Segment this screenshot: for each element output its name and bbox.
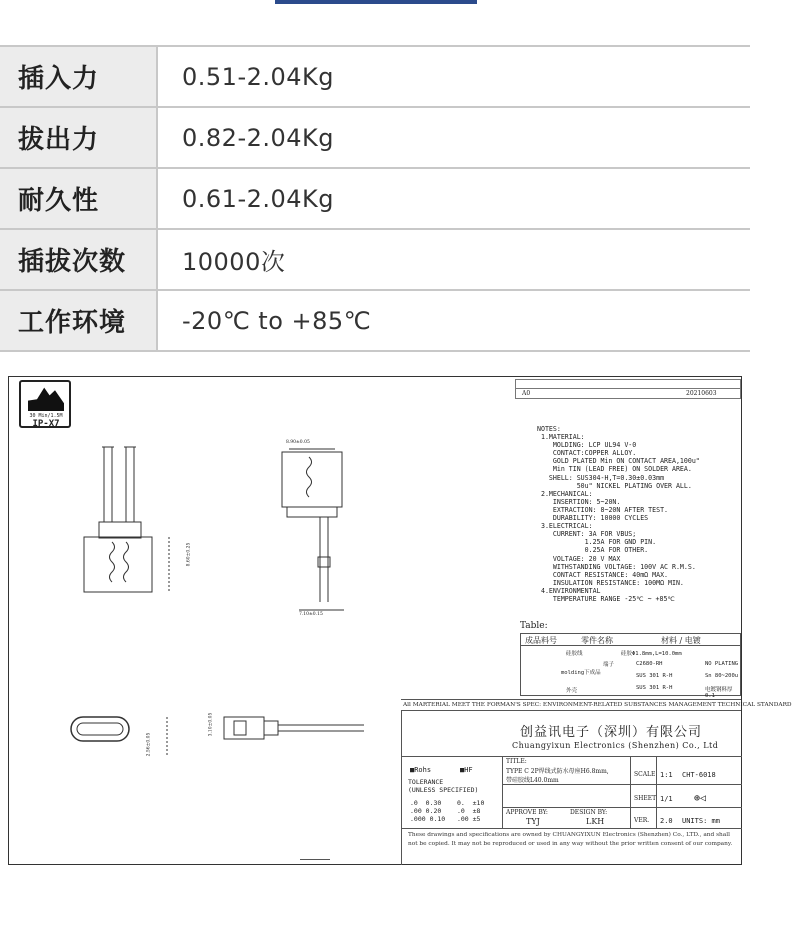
- approve-value: TYJ: [526, 817, 540, 826]
- dim-small: 3.10±0.05: [208, 712, 214, 737]
- title-block: [401, 711, 741, 865]
- spec-label: 耐久性: [0, 169, 158, 228]
- spec-value: 0.51-2.04Kg: [182, 62, 335, 91]
- bom-shell: 外壳: [566, 688, 578, 694]
- bom-table: [520, 633, 741, 699]
- approve-label: APPROVE BY:: [506, 809, 548, 816]
- spec-value: 0.61-2.04Kg: [182, 184, 335, 213]
- divider: [300, 859, 330, 860]
- tolerance-label: TOLERANCE (UNLESS SPECIFIED): [408, 778, 479, 794]
- ip-duration: 30 Min/1.5M: [29, 413, 63, 419]
- bom-col-product: 成品料号: [525, 636, 557, 645]
- tolerance-values: .0 0.30 0. ±10 .00 0.20 .0 ±8 .000 0.10 .00 ±5: [410, 799, 485, 823]
- sheet-value: 1/1: [660, 795, 673, 803]
- company-name-cn: 创益讯电子（深圳）有限公司: [520, 725, 703, 740]
- spec-label: 插拔次数: [0, 230, 158, 289]
- part-number: CHT-6018: [682, 771, 716, 779]
- revision-date: 20210603: [686, 390, 717, 397]
- version-value: 2.0: [660, 817, 673, 825]
- title-label: TITLE:: [506, 758, 527, 765]
- projection-icon: ⊕◁: [694, 793, 707, 804]
- bom-p1: NO PLATING: [705, 661, 739, 667]
- bom-terminal: 端子: [603, 662, 615, 668]
- design-value: LKH: [586, 817, 605, 826]
- ownership-notice: These drawings and specifications are owned by CHUANGYIXUN Electronics (Shenzhen) Co., LTD., and shall not be copied. It may not be reproduced or used in any way without the prior written consent of our company.: [408, 832, 733, 847]
- dim-bottom: 7.10±0.15: [299, 612, 323, 617]
- spec-value: 0.82-2.04Kg: [182, 123, 335, 152]
- design-label: DESIGN BY:: [570, 809, 608, 816]
- notes-block: NOTES: 1.MATERIAL: MOLDING: LCP UL94 V-0 CONTACT:COPPER ALLOY. GOLD PLATED Min ON CONTACT AREA,100u" Min TIN (LEAD FREE) ON SOLDER AREA. SHELL: SUS304-H,T=0.30±0.03mm 50u" NICKEL PLATING OVER ALL. 2.MECHANICAL: INSERTION: 5~20N. EXTRACTION: 8~20N AFTER TEST. DURABILITY: 10000 CYCLES 3.ELECTRICAL: CURRENT: 3A FOR VBUS; 1.25A FOR GND PIN. 0.25A FOR OTHER. VOLTAGE: 20 V MAX WITHSTANDING VOLTAGE: 100V AC R.M.S. CONTACT RESISTANCE: 40mΩ MAX. INSULATION RESISTANCE: 100MΩ MIN. 4.ENVIRONMENTAL TEMPERATURE RANGE -25℃ ~ +85℃: [537, 425, 700, 603]
- spec-table: [0, 45, 750, 352]
- spec-row-insertion: [0, 47, 750, 108]
- spec-value: -20℃ to +85℃: [182, 306, 372, 335]
- spec-label: 工作环境: [0, 291, 158, 350]
- bom-m1: C2680-RH: [636, 661, 663, 667]
- revision-table: [515, 379, 741, 399]
- bom-col-material: 材料 / 电镀: [661, 636, 701, 645]
- technical-drawing: [8, 376, 792, 865]
- spec-row-environment: [0, 291, 750, 352]
- sheet-label: SHEET: [634, 795, 657, 802]
- port-view: [71, 717, 129, 741]
- company-name-en: Chuangyixun Electronics (Shenzhen) Co., Ltd: [512, 741, 719, 750]
- spec-row-cycles: [0, 230, 750, 291]
- table-label: Table:: [520, 621, 548, 631]
- dim-side: 8.60±0.25: [186, 542, 192, 567]
- ip-rating: IP-X7: [32, 419, 60, 429]
- cable-side-view: [224, 717, 264, 739]
- revision-code: A0: [522, 390, 531, 397]
- units-label: UNITS: mm: [682, 817, 720, 825]
- dim-left: 2.56±0.05: [146, 732, 152, 757]
- bom-m2: SUS 301 R-H: [636, 673, 673, 679]
- spec-value: 10000次: [182, 248, 286, 276]
- bom-mid-label: molding下成品: [561, 670, 601, 676]
- side-view-body: [282, 452, 342, 507]
- version-label: VER.: [634, 817, 650, 824]
- bom-p3: 电镀钢料厚0.1: [705, 687, 733, 699]
- scale-value: 1:1: [660, 771, 673, 779]
- front-view-body: [84, 537, 152, 592]
- spec-row-durability: [0, 169, 750, 230]
- spec-row-extraction: [0, 108, 750, 169]
- dim-top: 8.90±0.05: [286, 440, 310, 445]
- spec-label: 拔出力: [0, 108, 158, 167]
- hf-label: ■HF: [460, 766, 473, 774]
- top-accent-bar: [275, 0, 477, 4]
- rohs-label: ■Rohs: [410, 766, 432, 774]
- bom-m3: SUS 301 R-H: [636, 685, 673, 691]
- spec-label: 插入力: [0, 47, 158, 106]
- material-spec-line: All MARTERIAL MEET THE FORMAN'S SPEC: ENVIRONMENT-RELATED SUBSTANCES MANAGEMENT TECHNICAL STANDARD: [401, 699, 741, 711]
- bom-col-part: 零件名称: [581, 636, 613, 645]
- bom-row1-material: 硅胶Φ1.8mm,L=10.0mm: [621, 651, 682, 657]
- title-text: TYPE C 2P焊线式防水母座H6.8mm, 带硅胶线L40.0mm: [506, 768, 609, 784]
- connector-drawings: [9, 377, 409, 857]
- scale-label: SCALE: [634, 771, 656, 778]
- bom-row1-part: 硅胶线: [566, 651, 583, 657]
- bom-p2: Sn 80~200u: [705, 673, 739, 679]
